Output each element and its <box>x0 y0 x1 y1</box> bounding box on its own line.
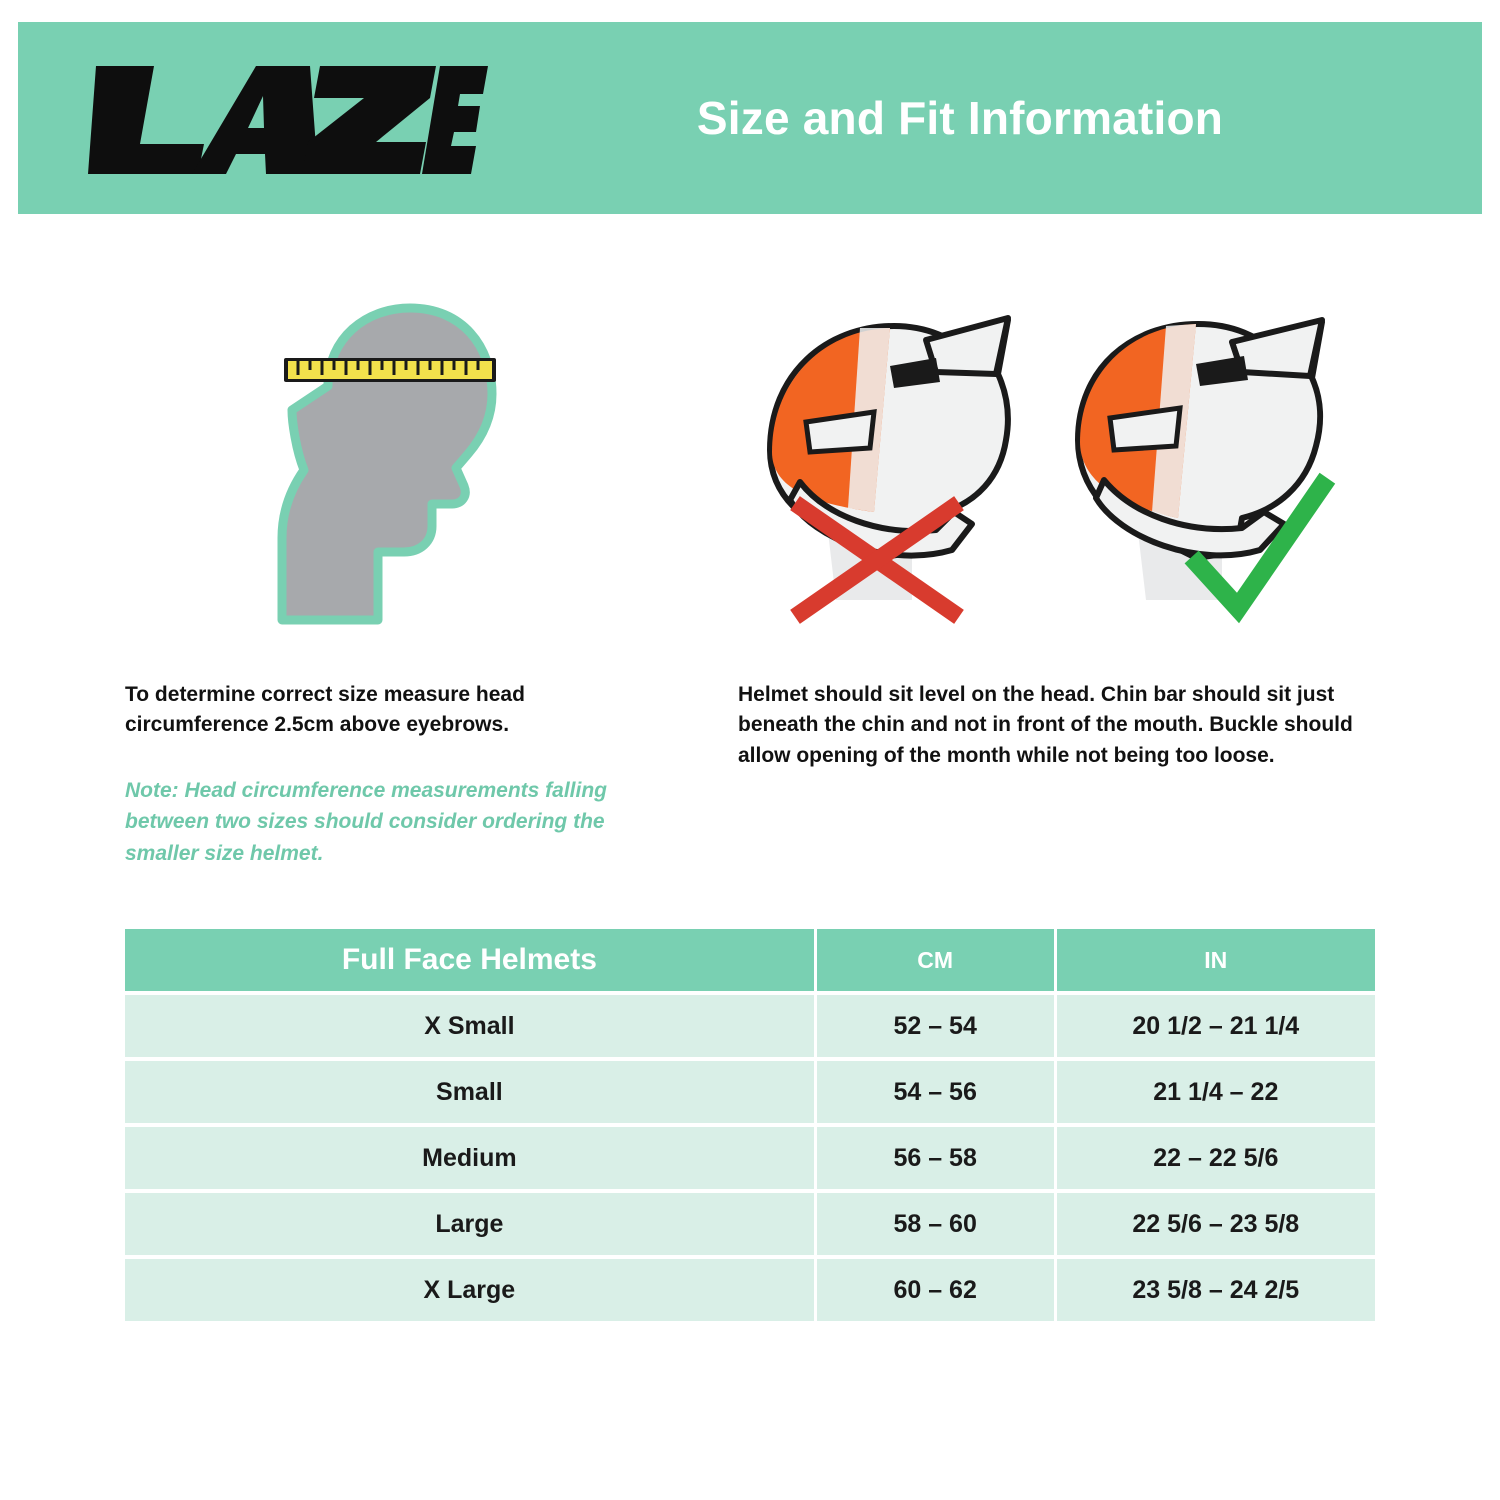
table-header-helmet-type: Full Face Helmets <box>125 929 814 991</box>
cell-size-cm: 58 – 60 <box>817 1193 1054 1255</box>
page-title: Size and Fit Information <box>696 92 1224 144</box>
table-row <box>125 1127 1375 1189</box>
cell-size-name: Medium <box>125 1127 814 1189</box>
cell-size-cm: 56 – 58 <box>817 1127 1054 1189</box>
size-chart-table <box>122 925 1378 1325</box>
cell-size-in: 22 – 22 5/6 <box>1057 1127 1375 1189</box>
head-profile-with-tape-measure-icon <box>210 290 540 645</box>
fit-instructions-text: Helmet should sit level on the head. Chin bar should sit just beneath the chin and not in front of the mouth. Buckle should allow opening of the month while not being too loose. <box>738 683 1353 767</box>
measure-instructions-text: To determine correct size measure head circumference 2.5cm above eyebrows. <box>125 683 525 737</box>
table-row <box>125 1193 1375 1255</box>
cell-size-name: Small <box>125 1061 814 1123</box>
cell-size-name: Large <box>125 1193 814 1255</box>
table-row <box>125 1061 1375 1123</box>
cell-size-in: 23 5/8 – 24 2/5 <box>1057 1259 1375 1321</box>
fit-instructions-block <box>738 680 1386 771</box>
sizing-note-text: Note: Head circumference measurements falling between two sizes should consider ordering the smaller size helmet. <box>125 778 607 865</box>
cell-size-cm: 54 – 56 <box>817 1061 1054 1123</box>
measure-instructions-block <box>125 680 645 869</box>
table-row <box>125 1259 1375 1321</box>
table-row <box>125 995 1375 1057</box>
cell-size-cm: 60 – 62 <box>817 1259 1054 1321</box>
cell-size-name: X Large <box>125 1259 814 1321</box>
full-face-helmet-tilted-icon <box>740 300 1030 635</box>
table-header-in: IN <box>1057 929 1375 991</box>
table-header-row <box>125 929 1375 991</box>
cell-size-cm: 52 – 54 <box>817 995 1054 1057</box>
full-face-helmet-level-icon <box>1050 300 1340 635</box>
table-header-cm: CM <box>817 929 1054 991</box>
lazer-logo <box>18 22 498 214</box>
cell-size-in: 22 5/6 – 23 5/8 <box>1057 1193 1375 1255</box>
illustration-row <box>0 270 1500 650</box>
cell-size-in: 21 1/4 – 22 <box>1057 1061 1375 1123</box>
cell-size-name: X Small <box>125 995 814 1057</box>
page-header <box>18 22 1482 214</box>
cell-size-in: 20 1/2 – 21 1/4 <box>1057 995 1375 1057</box>
